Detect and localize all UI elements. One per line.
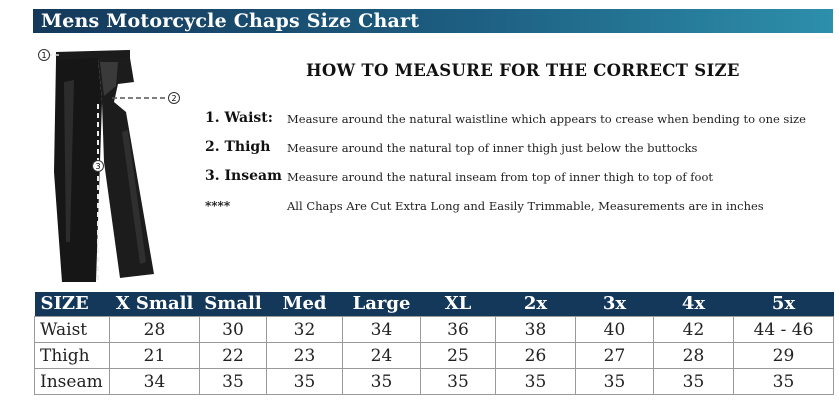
table-cell: 24 <box>343 343 421 369</box>
marker-3 <box>93 161 104 172</box>
chaps-illustration <box>34 42 194 287</box>
table-cell: 32 <box>267 317 343 343</box>
table-cell: 35 <box>421 369 496 395</box>
measurement-label: 3. Inseam <box>205 168 282 184</box>
table-cell: 26 <box>496 343 576 369</box>
table-row-waist <box>35 317 834 343</box>
table-cell: 35 <box>200 369 267 395</box>
measurement-description: Measure around the natural inseam from top of inner thigh to top of foot <box>287 170 714 184</box>
marker-1 <box>39 50 50 61</box>
size-table <box>34 292 834 395</box>
table-cell: 40 <box>576 317 654 343</box>
table-cell: 35 <box>654 369 734 395</box>
header-5x: 5x <box>734 292 834 317</box>
measurement-description: Measure around the natural top of inner thigh just below the buttocks <box>287 141 698 155</box>
header-small: Small <box>200 292 267 317</box>
table-cell: 35 <box>496 369 576 395</box>
header-med: Med <box>267 292 343 317</box>
svg-text:1: 1 <box>41 51 47 60</box>
header-4x: 4x <box>654 292 734 317</box>
table-cell: 35 <box>267 369 343 395</box>
row-label: Waist <box>35 317 110 343</box>
header-xl: XL <box>421 292 496 317</box>
table-cell: 44 - 46 <box>734 317 834 343</box>
table-header-row <box>35 292 834 317</box>
table-cell: 23 <box>267 343 343 369</box>
table-cell: 28 <box>654 343 734 369</box>
marker-2 <box>169 93 180 104</box>
measurement-description: Measure around the natural waistline which appears to crease when bending to one size <box>287 112 806 126</box>
header-large: Large <box>343 292 421 317</box>
table-cell: 27 <box>576 343 654 369</box>
svg-text:2: 2 <box>171 94 177 103</box>
header-xsmall: X Small <box>110 292 200 317</box>
table-cell: 38 <box>496 317 576 343</box>
title-bar <box>33 9 833 33</box>
table-cell: 22 <box>200 343 267 369</box>
table-row-inseam <box>35 369 834 395</box>
table-cell: 30 <box>200 317 267 343</box>
table-cell: 36 <box>421 317 496 343</box>
table-row-thigh <box>35 343 834 369</box>
table-cell: 35 <box>576 369 654 395</box>
howto-heading: HOW TO MEASURE FOR THE CORRECT SIZE <box>306 61 740 80</box>
measurement-label: 1. Waist: <box>205 110 273 126</box>
page-title: Mens Motorcycle Chaps Size Chart <box>41 10 420 32</box>
table-cell: 34 <box>343 317 421 343</box>
header-3x: 3x <box>576 292 654 317</box>
table-cell: 42 <box>654 317 734 343</box>
table-cell: 21 <box>110 343 200 369</box>
table-cell: 35 <box>343 369 421 395</box>
header-size: SIZE <box>35 292 110 317</box>
note-description: All Chaps Are Cut Extra Long and Easily Trimmable, Measurements are in inches <box>287 199 764 213</box>
row-label: Thigh <box>35 343 110 369</box>
table-cell: 28 <box>110 317 200 343</box>
svg-text:3: 3 <box>95 162 101 171</box>
header-2x: 2x <box>496 292 576 317</box>
table-cell: 34 <box>110 369 200 395</box>
row-label: Inseam <box>35 369 110 395</box>
table-cell: 35 <box>734 369 834 395</box>
table-cell: 29 <box>734 343 834 369</box>
table-cell: 25 <box>421 343 496 369</box>
note-label: **** <box>205 199 231 213</box>
measurement-label: 2. Thigh <box>205 139 271 155</box>
